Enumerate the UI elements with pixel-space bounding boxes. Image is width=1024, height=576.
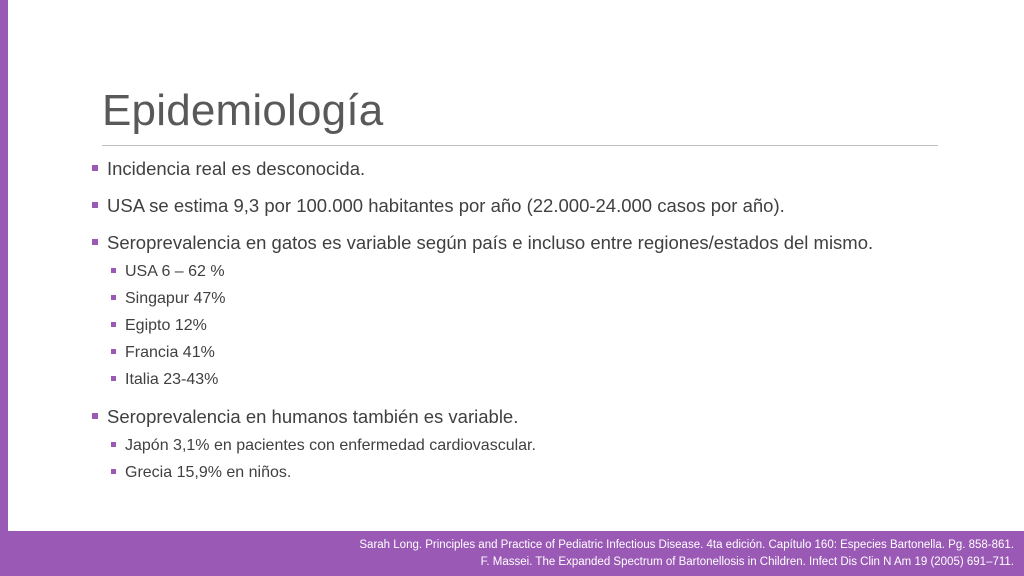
square-bullet-icon: [111, 268, 116, 273]
square-bullet-icon: [92, 165, 98, 171]
bullet-text: Seroprevalencia en humanos también es variable.: [107, 406, 519, 427]
square-bullet-icon: [92, 413, 98, 419]
square-bullet-icon: [111, 469, 116, 474]
bullet-item: [92, 231, 992, 255]
bullet-text: Incidencia real es desconocida.: [107, 158, 366, 179]
sub-bullet-text: Singapur 47%: [125, 290, 226, 307]
references-footer: [0, 531, 1024, 576]
square-bullet-icon: [111, 295, 116, 300]
square-bullet-icon: [111, 349, 116, 354]
sub-bullet-item: [92, 366, 992, 393]
sub-bullet-text: Francia 41%: [125, 344, 215, 361]
reference-line: Sarah Long. Principles and Practice of Pediatric Infectious Disease. 4ta edición. Capítulo 160: Especies Bartonella. Pg. 858-861.: [359, 539, 1014, 551]
left-accent-bar: [0, 0, 8, 531]
reference-line: F. Massei. The Expanded Spectrum of Bartonellosis in Children. Infect Dis Clin N Am 19 (2005) 691–711.: [480, 556, 1014, 568]
bullet-item: [92, 194, 992, 218]
sub-bullet-text: Grecia 15,9% en niños.: [125, 464, 292, 481]
sub-bullet-text: USA 6 – 62 %: [125, 263, 225, 280]
sub-bullet-list: [92, 258, 992, 393]
slide-content: [92, 157, 992, 498]
square-bullet-icon: [92, 239, 98, 245]
sub-bullet-item: [92, 339, 992, 366]
references-block: [359, 537, 1014, 571]
bullet-item: [92, 157, 992, 181]
sub-bullet-item: [92, 258, 992, 285]
sub-bullet-item: [92, 312, 992, 339]
sub-bullet-item: [92, 285, 992, 312]
square-bullet-icon: [111, 376, 116, 381]
bullet-item: [92, 405, 992, 429]
square-bullet-icon: [111, 322, 116, 327]
slide-title: Epidemiología: [102, 86, 384, 135]
title-divider: [102, 145, 938, 146]
square-bullet-icon: [111, 442, 116, 447]
bullet-text: USA se estima 9,3 por 100.000 habitantes por año (22.000-24.000 casos por año).: [107, 195, 785, 216]
sub-bullet-item: [92, 459, 992, 486]
sub-bullet-text: Japón 3,1% en pacientes con enfermedad cardiovascular.: [125, 437, 536, 454]
sub-bullet-item: [92, 432, 992, 459]
sub-bullet-text: Italia 23-43%: [125, 371, 219, 388]
sub-bullet-text: Egipto 12%: [125, 317, 207, 334]
sub-bullet-list: [92, 432, 992, 486]
bullet-text: Seroprevalencia en gatos es variable según país e incluso entre regiones/estados del mismo.: [107, 232, 874, 253]
square-bullet-icon: [92, 202, 98, 208]
